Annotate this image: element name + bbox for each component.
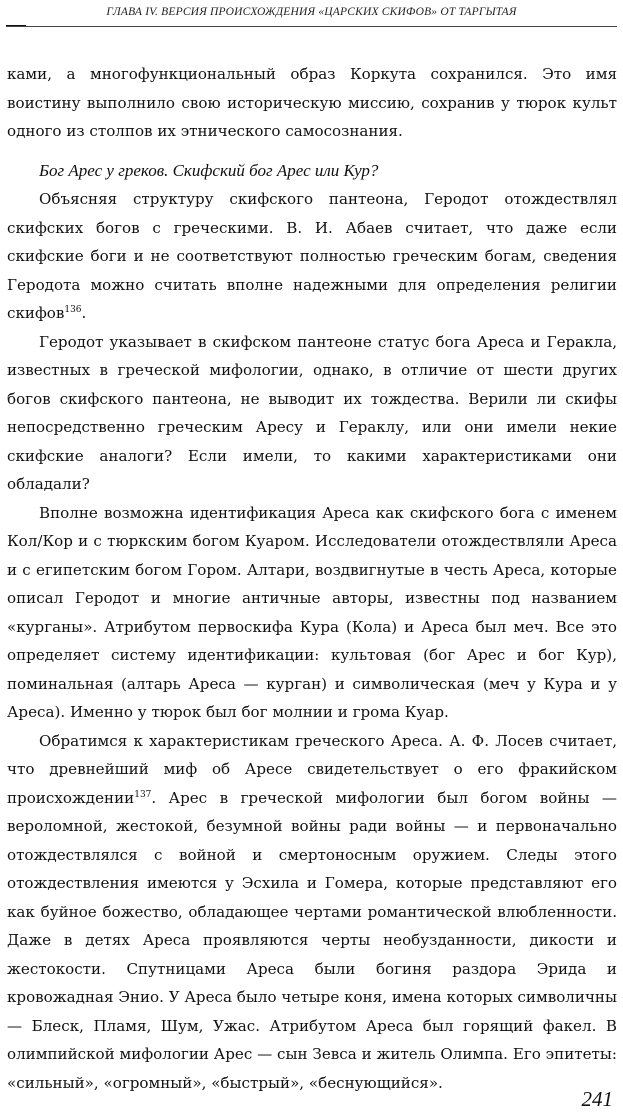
- paragraph-4: [7, 727, 617, 1098]
- section-title: Бог Арес у греков. Скифский бог Арес или Кур?: [39, 160, 379, 180]
- paragraph-1-end: .: [81, 304, 87, 322]
- paragraph-1: [7, 185, 617, 328]
- page-number: 241: [581, 1087, 613, 1111]
- paragraph-2: Геродот указывает в скифском пантеоне статус бога Ареса и Геракла, известных в греческой мифологии, однако, в отличие от шести других богов скифского пантеона, не выводит их тождества. Верили ли скифы непосредственно греческим Аресу и Гераклу, или они имели некие скифские аналоги? Если имели, то какими характеристиками они обладали?: [7, 332, 617, 493]
- page-body: [7, 60, 617, 1097]
- paragraph-4-text: Обратимся к характеристикам греческого Ареса. А. Ф. Лосев считает, что древнейший миф об Аресе свидетельствует о его фракийском происхождении: [7, 731, 617, 807]
- paragraph-1-text: Объясняя структуру скифского пантеона, Геродот отождествлял скифских богов с греческими. В. И. Абаев считает, что даже если скифские боги и не соответствуют полностью греческим богам, сведения Геродота можно считать вполне надежными для определения религии скифов: [7, 190, 617, 322]
- header-rule: [6, 26, 617, 27]
- footnote-ref-136[interactable]: 136: [64, 305, 82, 315]
- running-head: ГЛАВА IV. ВЕРСИЯ ПРОИСХОЖДЕНИЯ «ЦАРСКИХ СКИФОВ» ОТ ТАРГЫТАЯ: [106, 6, 517, 18]
- paragraph-3: Вполне возможна идентификация Ареса как скифского бога с именем Кол/Кор и с тюркским богом Куаром. Исследователи отождествляли Ареса и с египетским богом Гором. Алтари, воздвигнутые в честь Ареса, которые описал Геродот и многие античные авторы, известны под названием «курганы». Атрибутом первоскифа Кура (Кола) и Ареса был меч. Все это определяет систему идентификации: культовая (бог Арес и бог Кур), поминальная (алтарь Ареса — курган) и символическая (меч у Кура и у Ареса). Именно у тюрок был бог молнии и грома Куар.: [7, 503, 617, 721]
- paragraph-continued: ками, а многофункциональный образ Коркута сохранился. Это имя воистину выполнило свою историческую миссию, сохранив у тюрок культ одного из столпов их этнического самосознания.: [7, 65, 617, 140]
- paragraph-4-rest: . Арес в греческой мифологии был богом войны — вероломной, жестокой, безумной войны ради войны — и первоначально отождествлялся с войной и смертоносным оружием. Следы этого отождествления имеются у Эсхила и Гомера, которые представляют его как буйное божество, обладающее чертами романтической влюбленности. Даже в детях Ареса проявляются черты необузданности, дикости и жестокости. Спутницами Ареса были богиня раздора Эрида и кровожадная Энио. У Ареса было четыре коня, имена которых символичны — Блеск, Пламя, Шум, Ужас. Атрибутом Ареса был горящий факел. В олимпийской мифологии Арес — сын Зевса и житель Олимпа. Его эпитеты: «сильный», «огромный», «быстрый», «беснующийся».: [7, 788, 617, 1092]
- footnote-ref-137[interactable]: 137: [134, 789, 152, 800]
